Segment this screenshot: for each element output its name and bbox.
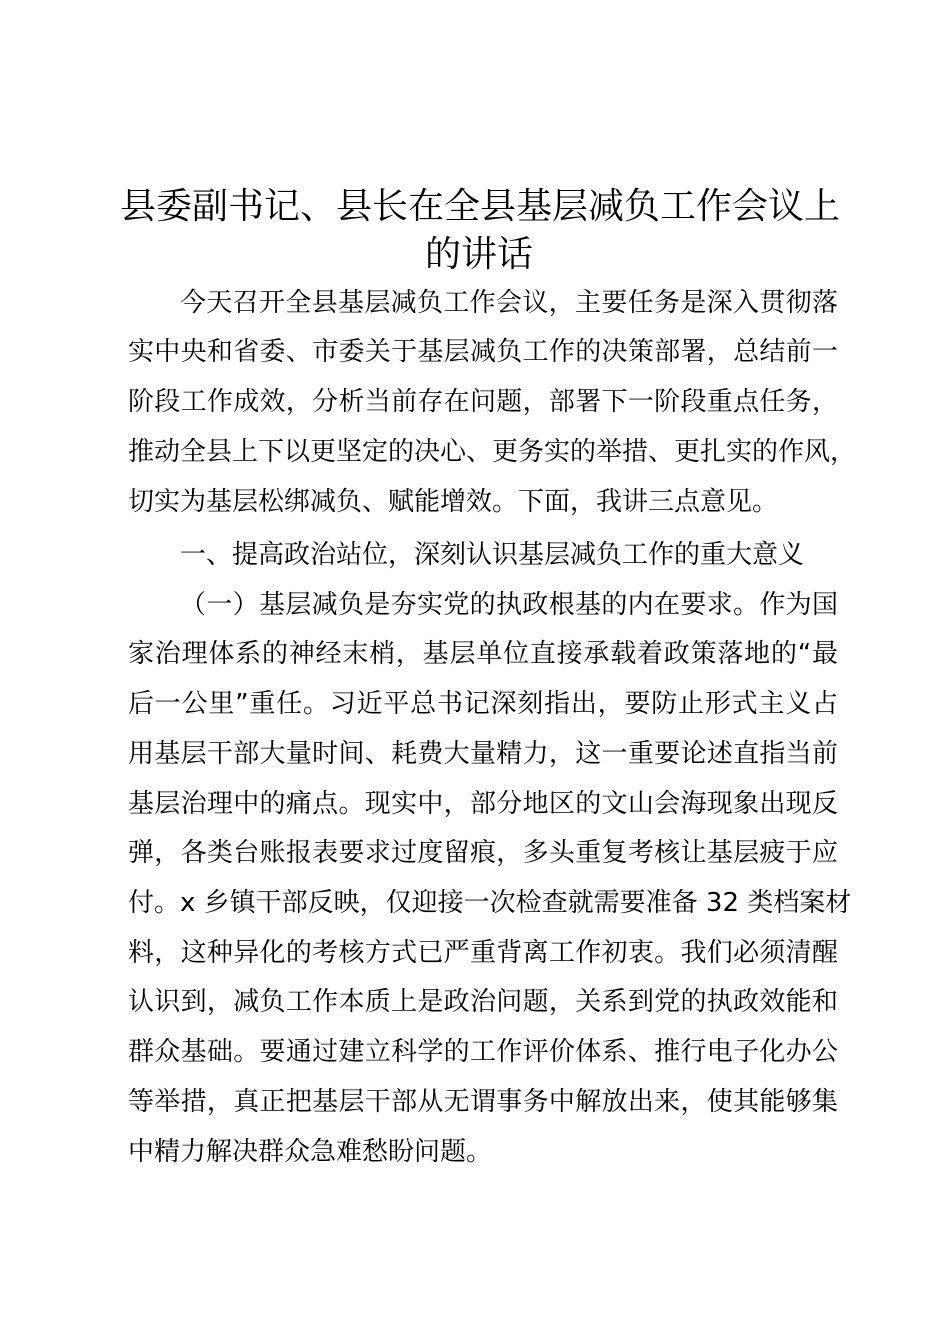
paragraph-2-line-12: 中精力解决群众急难愁盼问题。 [128, 1137, 493, 1167]
paragraph-2-line-10: 群众基础。要通过建立科学的工作评价体系、推行电子化办公 [128, 1037, 838, 1067]
paragraph-1-line-2: 实中央和省委、市委关于基层减负工作的决策部署，总结前一 [128, 337, 838, 367]
paragraph-2-line-5: 基层治理中的痛点。现实中，部分地区的文山会海现象出现反 [128, 789, 838, 819]
paragraph-1-line-1: 今天召开全县基层减负工作会议，主要任务是深入贯彻落 [180, 288, 838, 318]
section-heading-1: 一、提高政治站位，深刻认识基层减负工作的重大意义 [180, 540, 805, 570]
paragraph-2-line-7: 付。x 乡镇干部反映，仅迎接一次检查就需要准备 32 类档案材 [128, 888, 852, 918]
paragraph-2-line-9: 认识到，减负工作本质上是政治问题，关系到党的执政效能和 [128, 987, 838, 1017]
paragraph-2-line-1: （一）基层减负是夯实党的执政根基的内在要求。作为国 [180, 590, 838, 620]
paragraph-2-line-11: 等举措，真正把基层干部从无谓事务中解放出来，使其能够集 [128, 1087, 838, 1117]
document-title-line-2: 的讲话 [424, 234, 533, 275]
paragraph-1-line-4: 推动全县上下以更坚定的决心、更务实的举措、更扎实的作风， [128, 437, 857, 467]
paragraph-2-line-4: 用基层干部大量时间、耗费大量精力，这一重要论述直指当前 [128, 739, 838, 769]
paragraph-2-line-3: 后一公里”重任。习近平总书记深刻指出，要防止形式主义占 [128, 689, 838, 719]
document-title-line-1: 县委副书记、县长在全县基层减负工作会议上 [120, 186, 841, 227]
paragraph-2-line-2: 家治理体系的神经末梢，基层单位直接承载着政策落地的“最 [128, 639, 838, 669]
paragraph-2-line-8: 料，这种异化的考核方式已严重背离工作初衷。我们必须清醒 [128, 938, 838, 968]
paragraph-2-line-6: 弹，各类台账报表要求过度留痕，多头重复考核让基层疲于应 [128, 838, 838, 868]
paragraph-1-line-3: 阶段工作成效，分析当前存在问题，部署下一阶段重点任务， [128, 387, 838, 417]
paragraph-1-line-5: 切实为基层松绑减负、赋能增效。下面，我讲三点意见。 [128, 487, 779, 517]
